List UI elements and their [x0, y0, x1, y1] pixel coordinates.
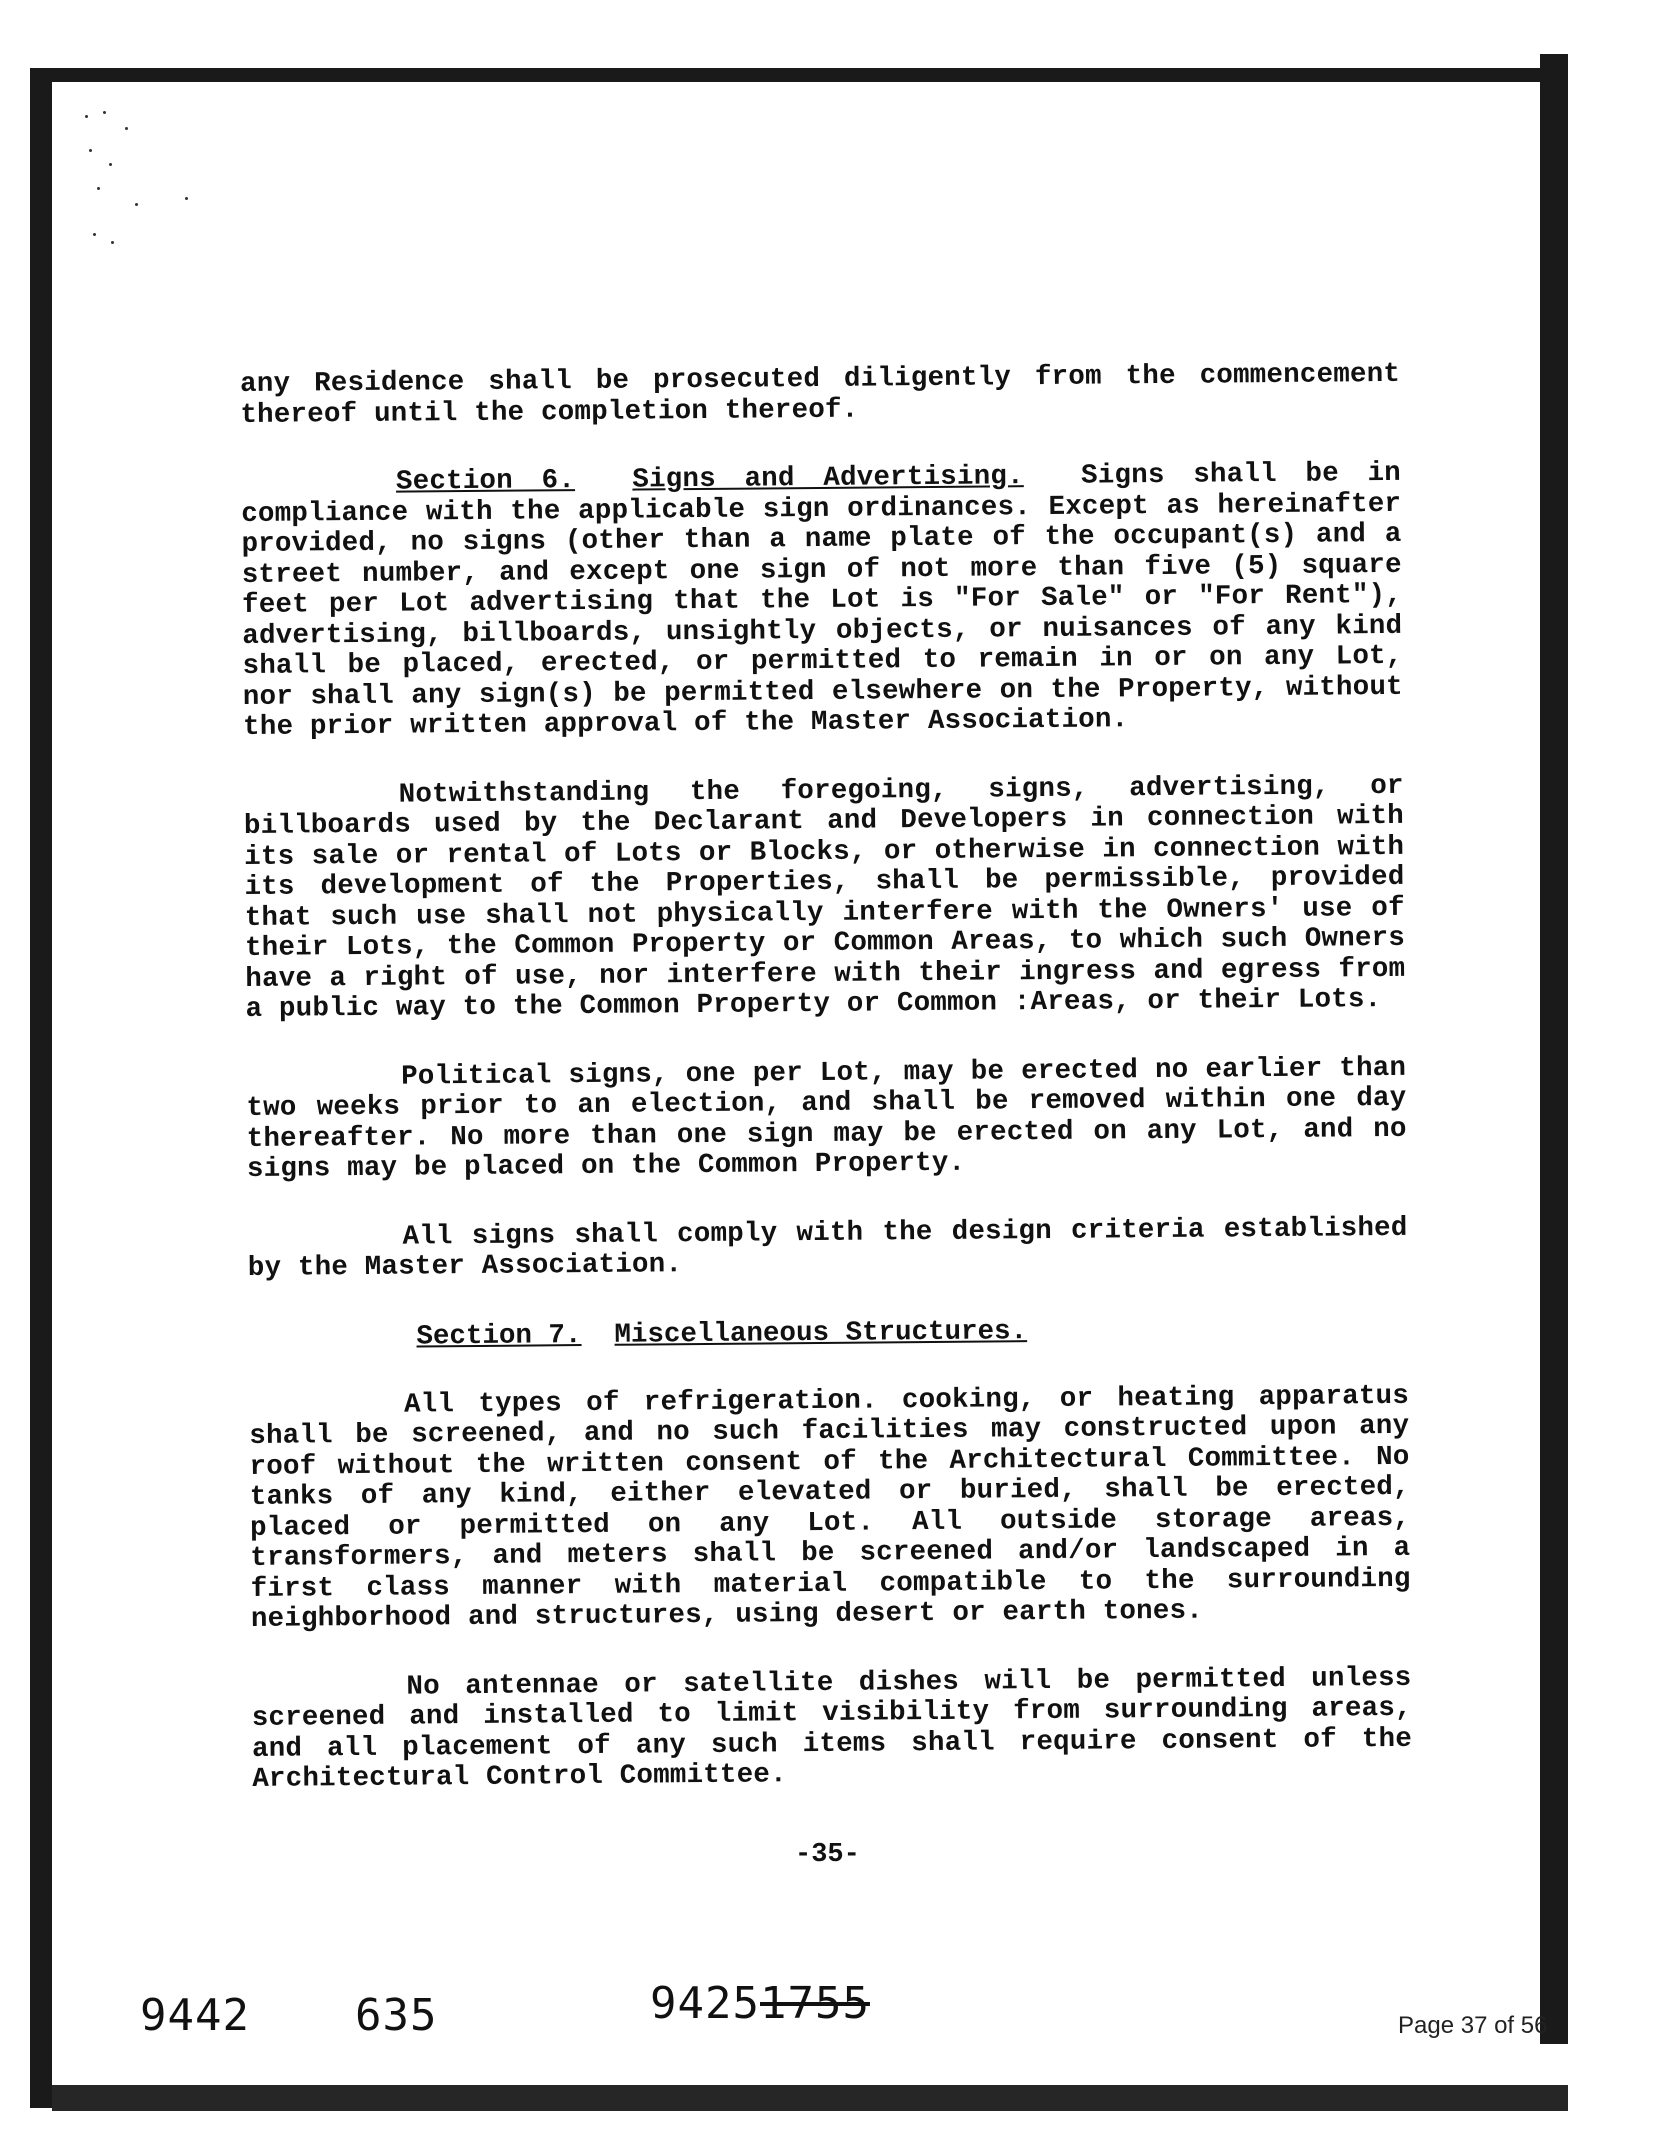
scan-border-left	[30, 68, 52, 2108]
paragraph-notwithstanding: Notwithstanding the foregoing, signs, advertising, or billboards used by the Declarant and Developers in connection with its sale or rental of Lots or Blocks, or otherwise in connection with its development of the Properties, shall be permissible, provided that such use shall not physically interfere with the Owners' use of their Lots, the Common Property or Common Areas, to which such Owners have a right of use, nor interfere with their ingress and egress from a public way to the Common Property or Common :Areas, or their Lots.	[243, 770, 1406, 1025]
paragraph-design-criteria: All signs shall comply with the design criteria established by the Master Association.	[247, 1212, 1408, 1284]
scan-noise	[75, 105, 185, 265]
section-6-label: Section 6.	[395, 465, 576, 498]
section-7-title: Miscellaneous Structures.	[614, 1315, 1028, 1351]
paragraph-political-signs: Political signs, one per Lot, may be erected no earlier than two weeks prior to an election, and shall be removed within one day thereafter. No more than one sign may be erected on any Lot, and no signs may be placed on the Common Property.	[246, 1052, 1407, 1185]
paragraph-antennae: No antennae or satellite dishes will be permitted unless screened and installed to limit visibility from surrounding areas, and all placement of any such items shall require consent of the Architectural Control Committee.	[251, 1662, 1413, 1795]
section-7-heading	[248, 1312, 1408, 1353]
document-body	[240, 360, 1413, 1834]
page-number: -35-	[795, 1840, 860, 1870]
scan-border-top	[30, 68, 1540, 82]
old-book-number: 9425	[650, 1978, 760, 2029]
page-counter: Page 37 of 56	[1398, 2012, 1548, 2039]
book-number: 9442	[140, 1990, 250, 2041]
section-7-label: Section 7.	[416, 1319, 582, 1352]
section-6-title: Signs and Advertising.	[632, 461, 1024, 496]
book-page-number: 635	[355, 1990, 438, 2041]
old-page-number-struck: 1755	[760, 1978, 870, 2029]
section-6-paragraph	[241, 459, 1403, 744]
scan-border-bottom	[52, 2085, 1568, 2111]
scan-border-right	[1540, 54, 1568, 2044]
paragraph-refrigeration: All types of refrigeration. cooking, or heating apparatus shall be screened, and no such facilities may constructed upon any roof without the written consent of the Architectural Committee. No tanks of any kind, either elevated or buried, shall be erected, placed or permitted on any Lot. All outside storage areas, transformers, and meters shall be screened and/or landscaped in a first class manner with material compatible to the surrounding neighborhood and structures, using desert or earth tones.	[249, 1380, 1411, 1635]
section-6-text: Signs shall be in compliance with the applicable sign ordinances. Except as hereinafter provided, no signs (other than a name plate of the occupant(s) and a street number, and except one sign of not more than five (5) square feet per Lot advertising that the Lot is "For Sale" or "For Rent"), advertising, billboards, unsightly objects, or nuisances of any kind shall be placed, erected, or permitted to remain in or on any Lot, nor shall any sign(s) be permitted elsewhere on the Property, without the prior written approval of the Master Association.	[241, 457, 1403, 743]
paragraph-residence: any Residence shall be prosecuted diligently from the commencement thereof until the completion thereof.	[239, 358, 1401, 431]
